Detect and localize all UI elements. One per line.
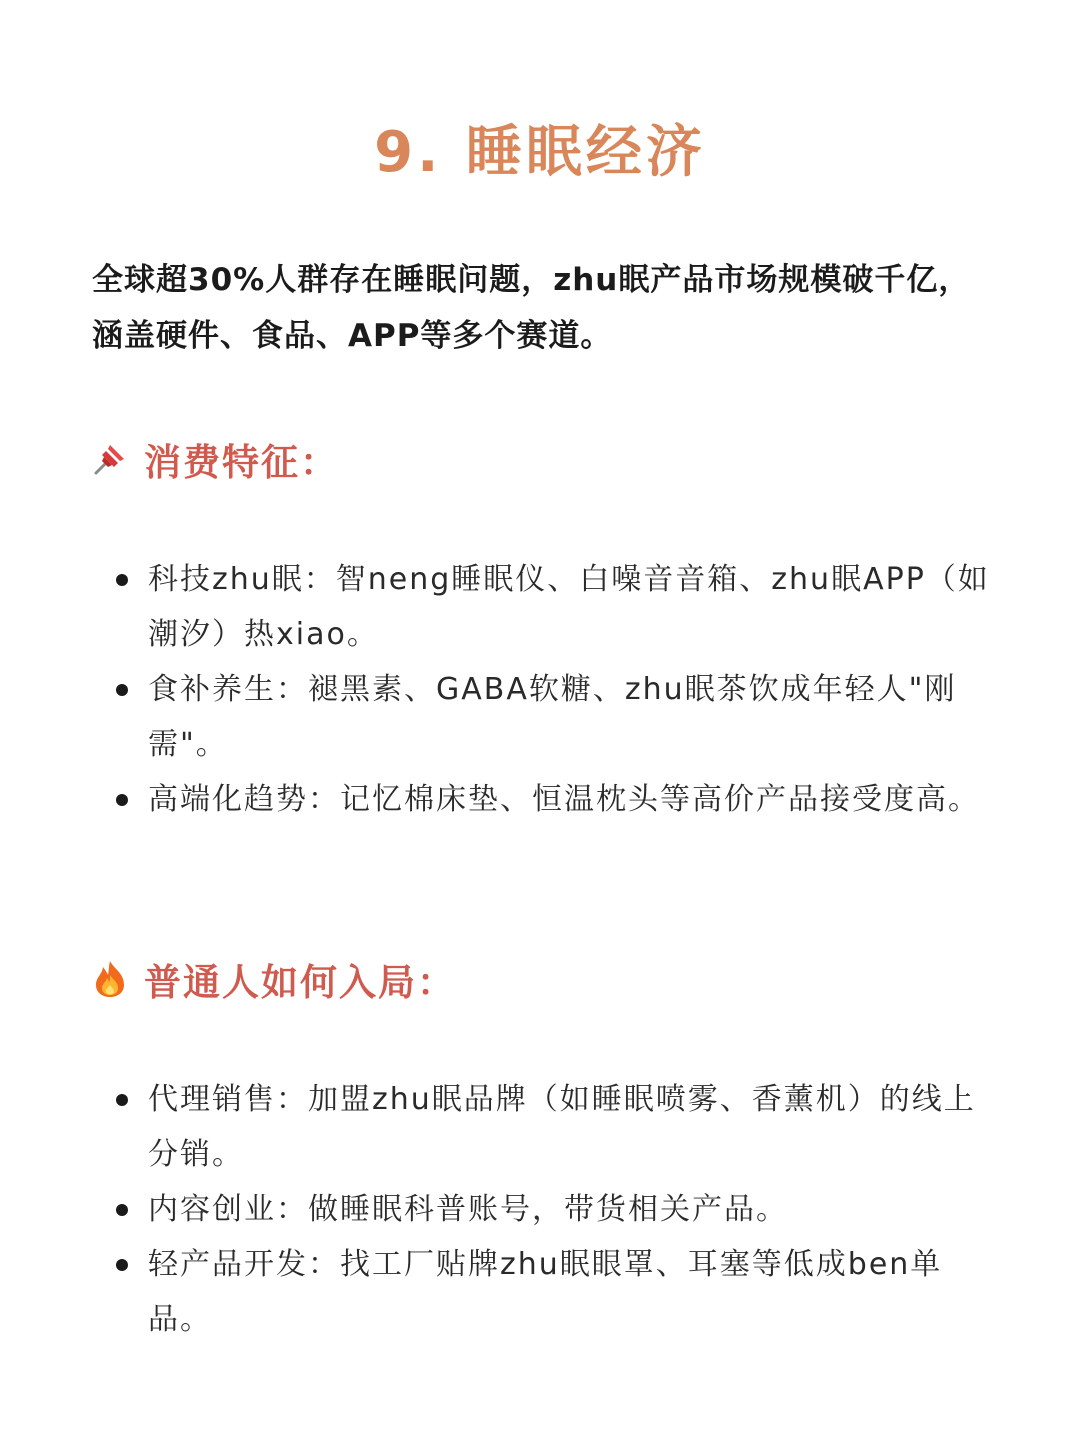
- list-item: [112, 662, 992, 772]
- list-item-text: 科技zhu眠：智neng睡眠仪、白噪音音箱、zhu眠APP（如潮汐）热xiao。: [148, 562, 990, 652]
- bullet-dot: [116, 684, 128, 696]
- intro-paragraph: 全球超30%人群存在睡眠问题，zhu眠产品市场规模破千亿，涵盖硬件、食品、APP等多个赛道。: [92, 262, 971, 354]
- list-item: [112, 772, 992, 827]
- list-item: [112, 1072, 992, 1182]
- list-item-text: 食补养生：褪黑素、GABA软糖、zhu眠茶饮成年轻人"刚需"。: [148, 672, 957, 762]
- consumption-features-list: [112, 552, 992, 827]
- bullet-dot: [116, 1204, 128, 1216]
- list-item-text: 轻产品开发：找工厂贴牌zhu眠眼罩、耳塞等低成ben单品。: [148, 1247, 943, 1337]
- section-heading-how-to-enter: [90, 952, 456, 1006]
- page-title: 9. 睡眠经济: [374, 120, 706, 185]
- bullet-dot: [116, 1094, 128, 1106]
- list-item-text: 内容创业：做睡眠科普账号，带货相关产品。: [148, 1192, 788, 1227]
- bullet-dot: [116, 574, 128, 586]
- list-item: [112, 1182, 992, 1237]
- section-heading-consumption-features: [90, 432, 339, 486]
- how-to-enter-list: [112, 1072, 992, 1347]
- section-heading-label: 消费特征：: [144, 441, 339, 484]
- list-item: [112, 1237, 992, 1347]
- bullet-dot: [116, 794, 128, 806]
- pushpin-icon: [90, 439, 130, 479]
- section-heading-label: 普通人如何入局：: [144, 961, 456, 1004]
- list-item-text: 高端化趋势：记忆棉床垫、恒温枕头等高价产品接受度高。: [148, 782, 980, 817]
- fire-icon: [90, 959, 130, 999]
- bullet-dot: [116, 1259, 128, 1271]
- list-item: [112, 552, 992, 662]
- list-item-text: 代理销售：加盟zhu眠品牌（如睡眠喷雾、香薰机）的线上分销。: [148, 1082, 976, 1172]
